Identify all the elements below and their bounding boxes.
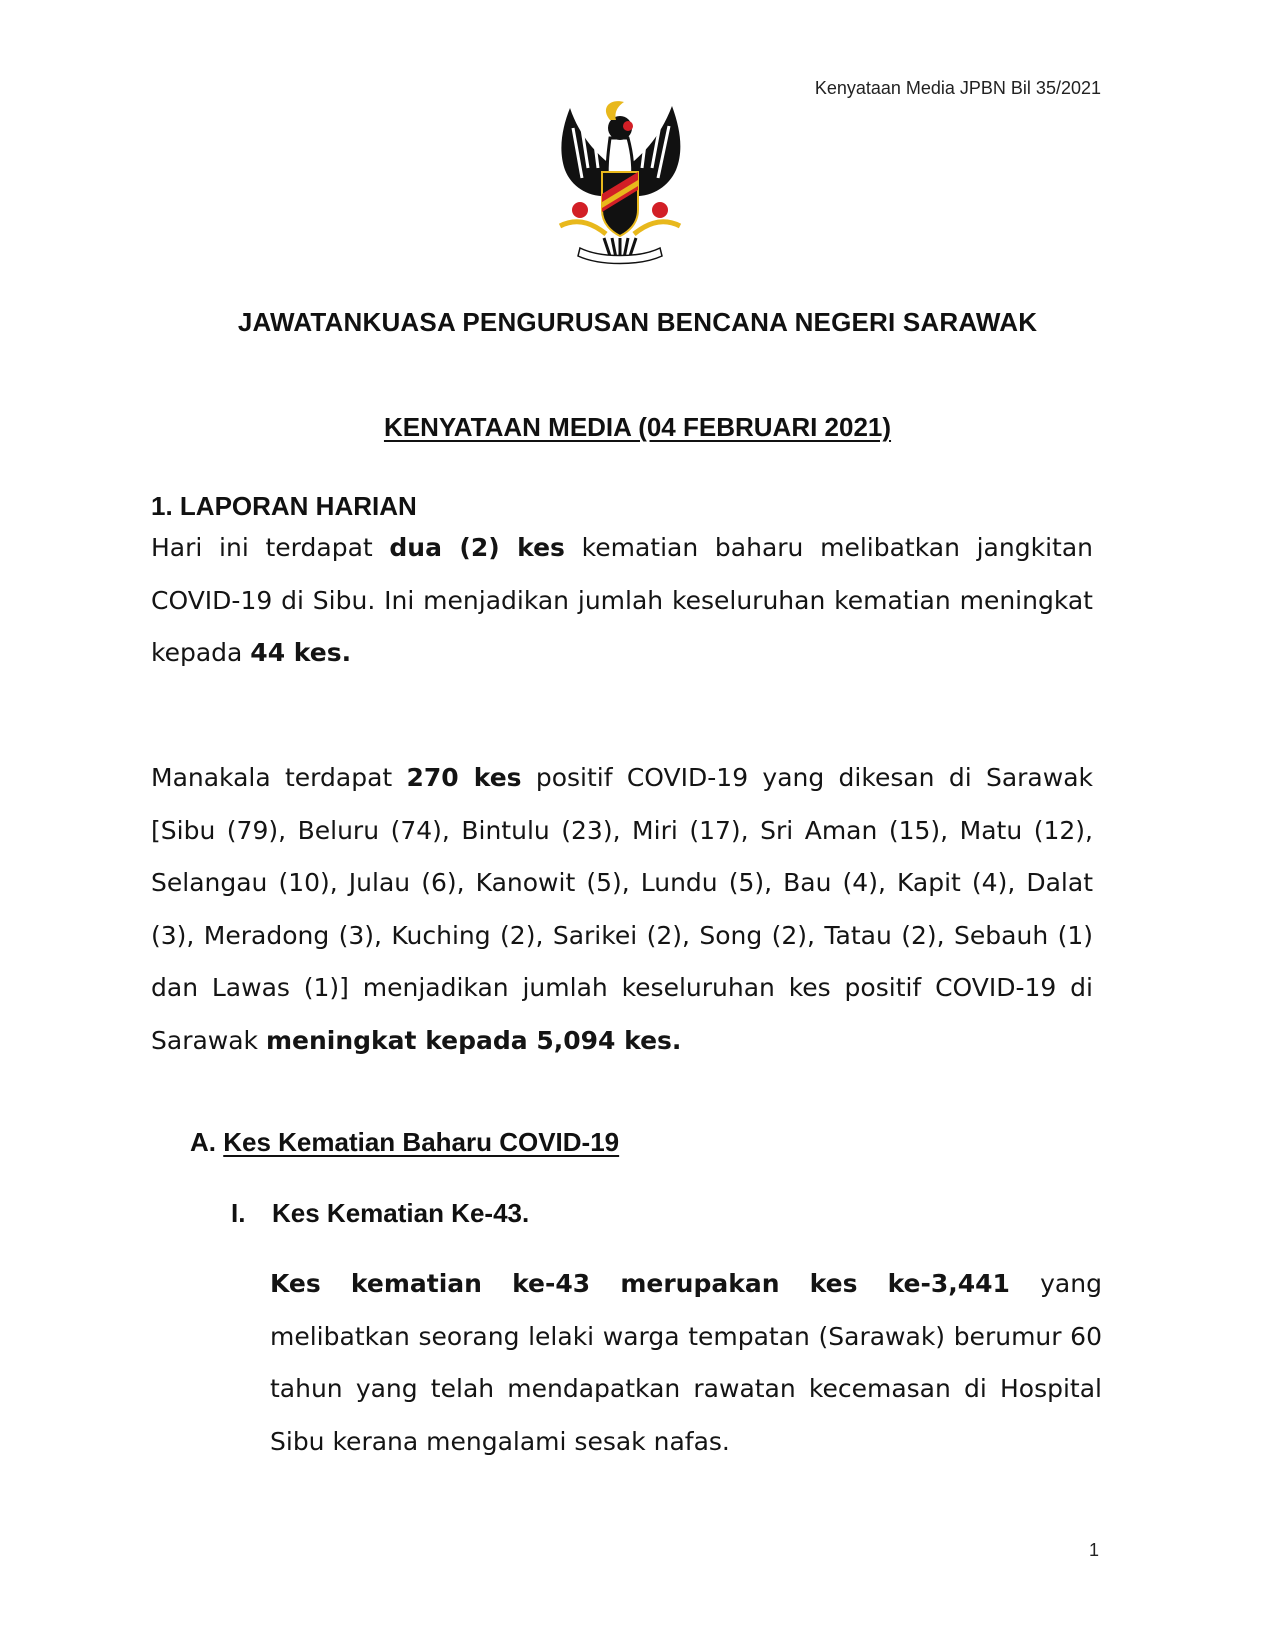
item-title: Kes Kematian Ke-43. — [272, 1198, 530, 1228]
body-text: melibatkan seorang lelaki warga tempatan (Sarawak) berumur 60 tahun yang telah mendapatkan rawatan kecemasan di Hospital Sibu kerana mengalami sesak nafas. — [270, 1321, 1102, 1456]
text-run: positif COVID-19 yang dikesan di Sarawak [Sibu (79), Beluru (74), Bintulu (23), Miri (17), Sri Aman (15), Matu (12), Selangau (10), Julau (6), Kanowit (5), Lundu (5), Bau (4), Kapit (4), Dalat (3), Meradong (3), Kuching (2), Sarikei (2), Song (2), Tatau (2), Sebauh (1) dan Lawas (1)] menjadikan jumlah keseluruhan kes positif COVID-19 di Sarawak — [151, 763, 1093, 1055]
bold-run: meningkat kepada 5,094 kes. — [265, 1025, 682, 1055]
organization-title: JAWATANKUASA PENGURUSAN BENCANA NEGERI SARAWAK — [237, 307, 1038, 337]
paragraph-death-case-43 — [270, 1258, 1102, 1468]
text-run: Manakala terdapat — [151, 763, 407, 792]
lead-word: kematian — [350, 1269, 482, 1298]
section-heading: 1. LAPORAN HARIAN — [151, 491, 417, 521]
item-heading — [231, 1198, 529, 1229]
lead-line — [270, 1258, 1102, 1311]
bold-run: 44 kes. — [250, 638, 352, 667]
text-run: kematian baharu melibatkan jangkitan COVID-19 di Sibu. Ini menjadikan jumlah keseluruhan kematian meningkat kepada — [151, 533, 1093, 667]
paragraph-positive-cases — [151, 752, 1093, 1067]
lead-word: ke-3,441 — [887, 1269, 1010, 1298]
item-number: I. — [231, 1198, 246, 1228]
lead-word: merupakan — [620, 1269, 780, 1298]
lead-word: kes — [809, 1269, 858, 1298]
bold-run: dua (2) kes — [389, 533, 565, 562]
lead-word: yang — [1040, 1269, 1102, 1298]
subsection-title: Kes Kematian Baharu COVID-19 — [223, 1127, 620, 1157]
reference-number: Kenyataan Media JPBN Bil 35/2021 — [814, 78, 1101, 98]
subsection-label: A. — [190, 1127, 216, 1157]
statement-title: KENYATAAN MEDIA (04 FEBRUARI 2021) — [383, 412, 892, 442]
paragraph-deaths-summary — [151, 522, 1093, 680]
lead-word: Kes — [270, 1269, 321, 1298]
page-number: 1 — [1088, 1540, 1099, 1560]
bold-run: 270 kes — [406, 763, 522, 792]
lead-word: ke-43 — [512, 1269, 591, 1298]
sarawak-coat-of-arms-icon — [540, 98, 700, 268]
text-run: Hari ini terdapat — [151, 533, 390, 562]
subsection-heading — [190, 1127, 619, 1158]
